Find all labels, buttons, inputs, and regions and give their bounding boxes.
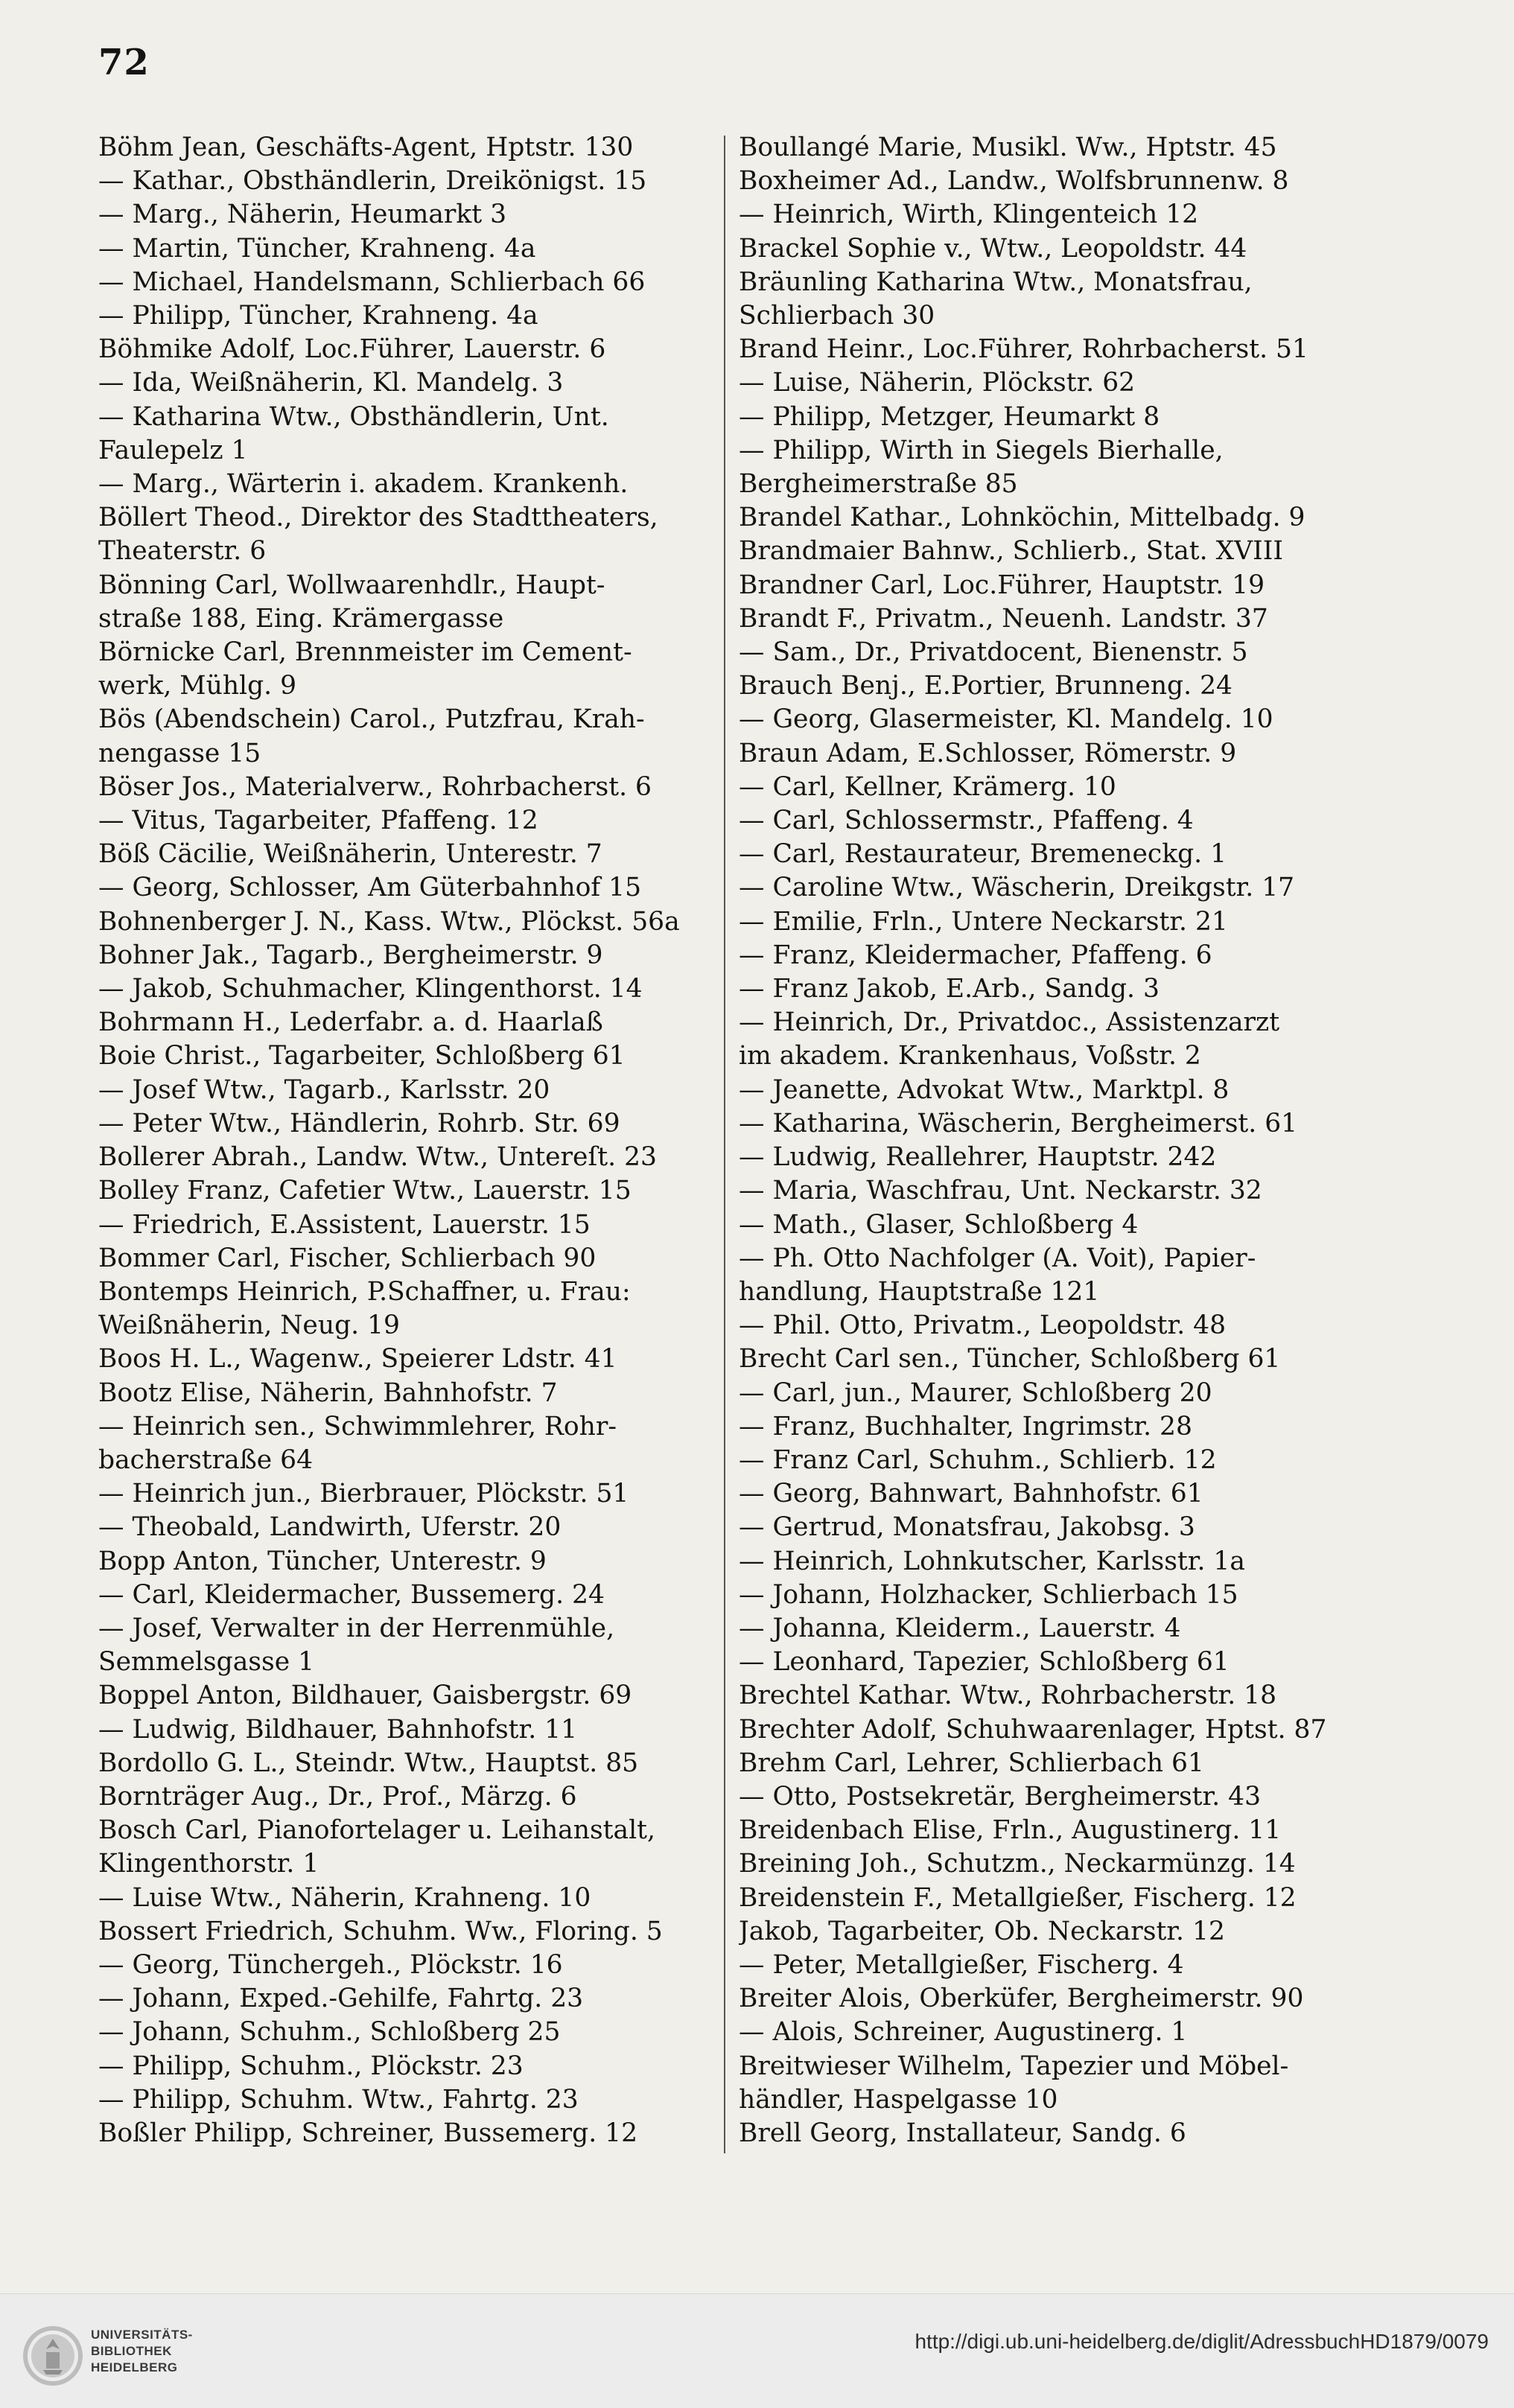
directory-entry-line: — Georg, Bahnwart, Bahnhofstr. 61 xyxy=(739,1479,1203,1509)
directory-entry-line: — Michael, Handelsmann, Schlierbach 66 xyxy=(98,267,646,297)
directory-entry-line: Böß Cäcilie, Weißnäherin, Unterestr. 7 xyxy=(98,839,602,870)
directory-entry-line: Jakob, Tagarbeiter, Ob. Neckarstr. 12 xyxy=(739,1916,1225,1946)
university-seal-icon xyxy=(21,2324,85,2388)
directory-entry-line: Bossert Friedrich, Schuhm. Ww., Floring. 5 xyxy=(98,1916,663,1946)
directory-entry-line: — Heinrich jun., Bierbrauer, Plöckstr. 51 xyxy=(98,1479,629,1509)
right-column xyxy=(739,131,1357,2150)
directory-entry-line: händler, Haspelgasse 10 xyxy=(739,2084,1058,2115)
directory-entry-line: Bordollo G. L., Steindr. Wtw., Hauptst. 85 xyxy=(98,1748,639,1778)
directory-entry-line: — Josef, Verwalter in der Herrenmühle, xyxy=(98,1613,615,1643)
directory-entry-line: — Josef Wtw., Tagarb., Karlsstr. 20 xyxy=(98,1074,550,1105)
directory-entry-line: Breiter Alois, Oberküfer, Bergheimerstr. 90 xyxy=(739,1984,1304,2014)
directory-entry-line: — Ludwig, Reallehrer, Hauptstr. 242 xyxy=(739,1142,1217,1173)
directory-entry-line: — Kathar., Obsthändlerin, Dreikönigst. 15 xyxy=(98,166,647,197)
directory-entry-line: — Emilie, Frln., Untere Neckarstr. 21 xyxy=(739,906,1228,937)
directory-entry-line: — Ida, Weißnäherin, Kl. Mandelg. 3 xyxy=(98,368,564,398)
directory-entry-line: Börnicke Carl, Brennmeister im Cement- xyxy=(98,637,632,668)
directory-entry-line: Brechtel Kathar. Wtw., Rohrbacherstr. 18 xyxy=(739,1681,1277,1711)
directory-entry-line: Bös (Abendschein) Carol., Putzfrau, Krah- xyxy=(98,704,645,735)
directory-entry-line: Brandmaier Bahnw., Schlierb., Stat. XVIII xyxy=(739,536,1283,567)
directory-entry-line: — Franz Carl, Schuhm., Schlierb. 12 xyxy=(739,1445,1217,1475)
directory-entry-line: — Peter Wtw., Händlerin, Rohrb. Str. 69 xyxy=(98,1108,620,1138)
directory-entry-line: Brackel Sophie v., Wtw., Leopoldstr. 44 xyxy=(739,233,1247,264)
directory-entry-line: — Marg., Näherin, Heumarkt 3 xyxy=(98,200,507,230)
directory-entry-line: — Carl, jun., Maurer, Schloßberg 20 xyxy=(739,1377,1212,1408)
directory-entry-line: — Johanna, Kleiderm., Lauerstr. 4 xyxy=(739,1613,1181,1643)
directory-entry-line: — Heinrich, Dr., Privatdoc., Assistenzarzt xyxy=(739,1007,1280,1038)
directory-entry-line: Breitwieser Wilhelm, Tapezier und Möbel- xyxy=(739,2051,1289,2081)
directory-entry-line: werk, Mühlg. 9 xyxy=(98,671,297,701)
directory-entry-line: — Philipp, Wirth in Siegels Bierhalle, xyxy=(739,435,1224,465)
directory-entry-line: — Johann, Schuhm., Schloßberg 25 xyxy=(98,2017,561,2048)
directory-entry-line: — Heinrich, Lohnkutscher, Karlsstr. 1a xyxy=(739,1546,1245,1576)
directory-entry-line: — Philipp, Schuhm., Plöckstr. 23 xyxy=(98,2051,524,2081)
directory-entry-line: Bornträger Aug., Dr., Prof., Märzg. 6 xyxy=(98,1781,577,1812)
directory-entry-line: Bommer Carl, Fischer, Schlierbach 90 xyxy=(98,1243,597,1273)
directory-entry-line: — Georg, Glasermeister, Kl. Mandelg. 10 xyxy=(739,704,1273,735)
directory-entry-line: Brandner Carl, Loc.Führer, Hauptstr. 19 xyxy=(739,570,1265,600)
directory-entry-line: — Georg, Schlosser, Am Güterbahnhof 15 xyxy=(98,873,642,903)
directory-entry-line: — Peter, Metallgießer, Fischerg. 4 xyxy=(739,1949,1184,1980)
directory-entry-line: Brell Georg, Installateur, Sandg. 6 xyxy=(739,2118,1186,2148)
directory-entry-line: Braun Adam, E.Schlosser, Römerstr. 9 xyxy=(739,738,1237,768)
directory-entry-line: — Philipp, Tüncher, Krahneng. 4a xyxy=(98,301,538,331)
directory-entry-line: Bontemps Heinrich, P.Schaffner, u. Frau: xyxy=(98,1276,631,1307)
directory-entry-line: Bönning Carl, Wollwaarenhdlr., Haupt- xyxy=(98,570,605,600)
directory-entry-line: handlung, Hauptstraße 121 xyxy=(739,1276,1100,1307)
directory-entry-line: bacherstraße 64 xyxy=(98,1445,314,1475)
directory-entry-line: Brauch Benj., E.Portier, Brunneng. 24 xyxy=(739,671,1232,701)
directory-entry-line: Böser Jos., Materialverw., Rohrbacherst. 6 xyxy=(98,771,652,802)
directory-entry-line: Böhmike Adolf, Loc.Führer, Lauerstr. 6 xyxy=(98,334,606,365)
directory-entry-line: Boie Christ., Tagarbeiter, Schloßberg 61 xyxy=(98,1041,626,1071)
directory-entry-line: — Carl, Schlossermstr., Pfaffeng. 4 xyxy=(739,806,1194,836)
directory-entry-line: — Gertrud, Monatsfrau, Jakobsg. 3 xyxy=(739,1512,1195,1543)
directory-entry-line: — Martin, Tüncher, Krahneng. 4a xyxy=(98,233,536,264)
directory-entry-line: — Philipp, Schuhm. Wtw., Fahrtg. 23 xyxy=(98,2084,579,2115)
directory-entry-line: — Alois, Schreiner, Augustinerg. 1 xyxy=(739,2017,1188,2048)
directory-entry-line: — Heinrich sen., Schwimmlehrer, Rohr- xyxy=(98,1411,617,1442)
left-column xyxy=(98,131,716,2150)
directory-entry-line: Brehm Carl, Lehrer, Schlierbach 61 xyxy=(739,1748,1204,1778)
directory-entry-line: Semmelsgasse 1 xyxy=(98,1647,315,1678)
institution-line: UNIVERSITÄTS- xyxy=(91,2328,193,2342)
directory-entry-line: Brand Heinr., Loc.Führer, Rohrbacherst. 51 xyxy=(739,334,1308,365)
directory-entry-line: straße 188, Eing. Krämergasse xyxy=(98,603,504,634)
directory-entry-line: — Johann, Exped.-Gehilfe, Fahrtg. 23 xyxy=(98,1984,584,2014)
directory-entry-line: — Franz Jakob, E.Arb., Sandg. 3 xyxy=(739,974,1160,1004)
directory-entry-line: Brechter Adolf, Schuhwaarenlager, Hptst. 87 xyxy=(739,1714,1327,1745)
page-number: 72 xyxy=(98,42,150,83)
directory-entry-line: — Caroline Wtw., Wäscherin, Dreikgstr. 17 xyxy=(739,873,1295,903)
directory-entry-line: — Jeanette, Advokat Wtw., Marktpl. 8 xyxy=(739,1074,1230,1105)
directory-entry-line: — Vitus, Tagarbeiter, Pfaffeng. 12 xyxy=(98,806,538,836)
column-divider xyxy=(724,136,725,2153)
directory-entry-line: Brandt F., Privatm., Neuenh. Landstr. 37 xyxy=(739,603,1268,634)
directory-entry-line: Bolley Franz, Cafetier Wtw., Lauerstr. 15 xyxy=(98,1176,632,1206)
directory-entry-line: — Jakob, Schuhmacher, Klingenthorst. 14 xyxy=(98,974,643,1004)
directory-entry-line: — Carl, Kellner, Krämerg. 10 xyxy=(739,771,1116,802)
directory-entry-line: — Maria, Waschfrau, Unt. Neckarstr. 32 xyxy=(739,1176,1262,1206)
directory-entry-line: Schlierbach 30 xyxy=(739,301,935,331)
directory-entry-line: — Heinrich, Wirth, Klingenteich 12 xyxy=(739,200,1199,230)
directory-entry-line: im akadem. Krankenhaus, Voßstr. 2 xyxy=(739,1041,1201,1071)
directory-entry-line: Bosch Carl, Pianofortelager u. Leihanstalt, xyxy=(98,1815,655,1846)
directory-entry-line: — Theobald, Landwirth, Uferstr. 20 xyxy=(98,1512,562,1543)
directory-entry-line: — Marg., Wärterin i. akadem. Krankenh. xyxy=(98,469,629,500)
directory-entry-line: Boßler Philipp, Schreiner, Bussemerg. 12 xyxy=(98,2118,638,2148)
directory-entry-line: — Sam., Dr., Privatdocent, Bienenstr. 5 xyxy=(739,637,1248,668)
directory-entry-line: — Katharina Wtw., Obsthändlerin, Unt. xyxy=(98,401,609,432)
directory-entry-line: Bräunling Katharina Wtw., Monatsfrau, xyxy=(739,267,1253,297)
source-url-link[interactable]: http://digi.ub.uni-heidelberg.de/diglit/AdressbuchHD1879/0079 xyxy=(915,2330,1489,2353)
library-footer xyxy=(0,2293,1514,2408)
directory-entry-line: Böllert Theod., Direktor des Stadttheaters, xyxy=(98,503,658,533)
directory-entry-line: — Otto, Postsekretär, Bergheimerstr. 43 xyxy=(739,1781,1262,1812)
directory-entry-line: Brecht Carl sen., Tüncher, Schloßberg 61 xyxy=(739,1344,1281,1375)
directory-entry-line: Boppel Anton, Bildhauer, Gaisbergstr. 69 xyxy=(98,1681,632,1711)
directory-entry-line: — Ludwig, Bildhauer, Bahnhofstr. 11 xyxy=(98,1714,578,1745)
directory-entry-line: Brandel Kathar., Lohnköchin, Mittelbadg. 9 xyxy=(739,503,1305,533)
directory-entry-line: Breidenstein F., Metallgießer, Fischerg. 12 xyxy=(739,1882,1297,1913)
directory-entry-line: — Katharina, Wäscherin, Bergheimerst. 61 xyxy=(739,1108,1298,1138)
directory-entry-line: — Friedrich, E.Assistent, Lauerstr. 15 xyxy=(98,1209,591,1240)
directory-entry-line: — Philipp, Metzger, Heumarkt 8 xyxy=(739,401,1160,432)
directory-entry-line: Boullangé Marie, Musikl. Ww., Hptstr. 45 xyxy=(739,133,1277,162)
directory-entry-line: — Georg, Tünchergeh., Plöckstr. 16 xyxy=(98,1949,563,1980)
directory-entry-line: — Carl, Kleidermacher, Bussemerg. 24 xyxy=(98,1579,605,1610)
institution-line: HEIDELBERG xyxy=(91,2360,178,2374)
directory-entry-line: — Leonhard, Tapezier, Schloßberg 61 xyxy=(739,1647,1230,1678)
directory-entry-line: Breidenbach Elise, Frln., Augustinerg. 11 xyxy=(739,1815,1282,1846)
directory-entry-line: Klingenthorstr. 1 xyxy=(98,1849,319,1879)
directory-entry-line: — Franz, Buchhalter, Ingrimstr. 28 xyxy=(739,1411,1192,1442)
directory-entry-line: Bollerer Abrah., Landw. Wtw., Untereſt. 23 xyxy=(98,1142,657,1173)
directory-entry-line: — Ph. Otto Nachfolger (A. Voit), Papier- xyxy=(739,1243,1256,1273)
institution-line: BIBLIOTHEK xyxy=(91,2344,172,2358)
directory-entry-line: — Math., Glaser, Schloßberg 4 xyxy=(739,1209,1139,1240)
directory-entry-line: Bohner Jak., Tagarb., Bergheimerstr. 9 xyxy=(98,940,603,970)
directory-entry-line: Böhm Jean, Geschäfts-Agent, Hptstr. 130 xyxy=(98,133,634,162)
directory-entry-line: Weißnäherin, Neug. 19 xyxy=(98,1310,400,1341)
directory-entry-line: Breining Joh., Schutzm., Neckarmünzg. 14 xyxy=(739,1849,1296,1879)
directory-entry-line: nengasse 15 xyxy=(98,738,261,768)
directory-entry-line: Bohnenberger J. N., Kass. Wtw., Plöckst. 56a xyxy=(98,906,680,937)
directory-entry-line: — Phil. Otto, Privatm., Leopoldstr. 48 xyxy=(739,1310,1227,1341)
directory-entry-line: — Carl, Restaurateur, Bremeneckg. 1 xyxy=(739,839,1227,870)
directory-entry-line: Bootz Elise, Näherin, Bahnhofstr. 7 xyxy=(98,1377,558,1408)
directory-entry-line: Bohrmann H., Lederfabr. a. d. Haarlaß xyxy=(98,1007,603,1038)
directory-entry-line: Faulepelz 1 xyxy=(98,435,248,465)
directory-entry-line: — Johann, Holzhacker, Schlierbach 15 xyxy=(739,1579,1238,1610)
directory-entry-line: — Luise Wtw., Näherin, Krahneng. 10 xyxy=(98,1882,591,1913)
directory-entry-line: Bergheimerstraße 85 xyxy=(739,469,1018,500)
directory-entry-line: Boos H. L., Wagenw., Speierer Ldstr. 41 xyxy=(98,1344,617,1375)
directory-entry-line: — Franz, Kleidermacher, Pfaffeng. 6 xyxy=(739,940,1212,970)
directory-entry-line: Boxheimer Ad., Landw., Wolfsbrunnenw. 8 xyxy=(739,166,1289,197)
directory-entry-line: — Luise, Näherin, Plöckstr. 62 xyxy=(739,368,1136,398)
institution-name xyxy=(91,2327,193,2376)
directory-entry-line: Bopp Anton, Tüncher, Unterestr. 9 xyxy=(98,1546,547,1576)
directory-entry-line: Theaterstr. 6 xyxy=(98,536,267,567)
